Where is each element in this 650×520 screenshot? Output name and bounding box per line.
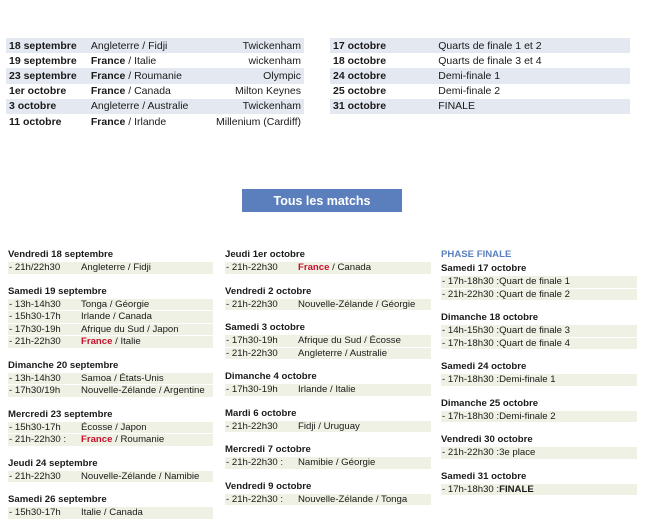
- day-block: [441, 360, 637, 387]
- schedule-column-1: [8, 248, 213, 520]
- day-block: [225, 321, 431, 360]
- day-title: Dimanche 20 septembre: [8, 359, 119, 371]
- team-2: Canada: [134, 85, 171, 98]
- match-row: [8, 434, 213, 447]
- match-teams: [81, 434, 164, 445]
- day-block: [225, 370, 431, 397]
- match-row: [441, 411, 637, 424]
- phase-finale-heading: PHASE FINALE: [441, 249, 512, 260]
- match-teams: [88, 84, 203, 99]
- match-opponent: / Canada: [329, 262, 372, 273]
- match-event: FINALE: [435, 99, 630, 114]
- team-separator: /: [125, 54, 135, 67]
- match-row: [441, 276, 637, 289]
- summary-row: [330, 53, 630, 68]
- summary-row: [330, 38, 630, 53]
- match-row: [225, 494, 431, 507]
- match-teams: [81, 311, 152, 322]
- match-label: Irlande / Italie: [298, 384, 356, 395]
- summary-table-left: [6, 38, 304, 129]
- match-time: - 17h-18h30 :: [442, 374, 500, 385]
- team-separator: /: [125, 69, 135, 82]
- day-title: Mardi 6 octobre: [225, 407, 297, 419]
- day-block: [441, 433, 637, 460]
- match-time: - 17h-18h30 :: [442, 483, 500, 495]
- day-block: [225, 248, 431, 275]
- match-teams: [81, 373, 164, 384]
- match-event: Demi-finale 2: [438, 85, 501, 98]
- match-label: Demi-finale 2: [499, 410, 556, 422]
- match-teams: [298, 421, 360, 432]
- summary-row: [6, 114, 304, 129]
- match-row: [8, 422, 213, 435]
- match-time: - 17h30/19h: [9, 385, 61, 396]
- match-row: [8, 311, 213, 324]
- day-title: Jeudi 24 septembre: [8, 457, 98, 469]
- match-time: - 21h-22h30: [226, 298, 278, 310]
- day-block: [8, 493, 213, 520]
- match-row: [8, 385, 213, 398]
- match-venue: Twickenham: [203, 38, 304, 53]
- match-time: - 21h-22h30 :: [226, 457, 284, 468]
- day-title: Dimanche 4 octobre: [225, 371, 317, 382]
- match-row: [8, 324, 213, 337]
- team-1: Angleterre: [90, 39, 140, 52]
- match-row: [225, 335, 431, 348]
- match-time: - 21h/22h30: [9, 262, 61, 273]
- match-row: [8, 471, 213, 484]
- day-block: [225, 480, 431, 507]
- match-label: Samoa / États-Unis: [81, 372, 164, 384]
- match-time: - 21h-22h30 :: [442, 447, 500, 458]
- day-block: [8, 285, 213, 349]
- match-teams: [298, 262, 371, 273]
- match-row: [441, 374, 637, 387]
- match-label: Angleterre / Fidji: [81, 262, 151, 273]
- match-teams: [499, 325, 570, 336]
- summary-table-right: [330, 38, 630, 114]
- match-teams: [499, 411, 556, 422]
- match-venue: wickenham: [248, 54, 301, 67]
- match-teams: [88, 38, 203, 53]
- match-teams: [81, 299, 149, 310]
- match-row: [441, 338, 637, 351]
- day-title: Samedi 17 octobre: [441, 263, 527, 274]
- day-block: [8, 457, 213, 484]
- team-2: Roumanie: [134, 69, 182, 82]
- match-teams: [81, 324, 179, 335]
- day-title: Mercredi 23 septembre: [8, 408, 113, 420]
- france-label: France: [298, 262, 330, 273]
- match-teams: [88, 68, 203, 83]
- match-date: 3 octobre: [6, 99, 88, 114]
- match-label: Nouvelle-Zélande / Argentine: [81, 385, 205, 396]
- match-venue: Olympic: [203, 68, 304, 83]
- summary-row: [6, 38, 304, 53]
- match-date: 17 octobre: [330, 38, 435, 53]
- match-row: [8, 373, 213, 386]
- day-block: [8, 359, 213, 398]
- match-teams: [81, 471, 199, 482]
- match-label: Demi-finale 1: [499, 374, 556, 385]
- match-row: [225, 421, 431, 434]
- team-separator: /: [125, 85, 135, 98]
- match-time: - 21h-22h30 :: [226, 493, 284, 505]
- day-title: Vendredi 18 septembre: [8, 249, 114, 260]
- summary-row: [6, 68, 304, 83]
- team-separator: /: [125, 115, 135, 128]
- match-label: Fidji / Uruguay: [298, 420, 360, 432]
- match-time: - 21h-22h30: [9, 336, 61, 347]
- match-label: Nouvelle-Zélande / Géorgie: [298, 298, 416, 310]
- match-label: FINALE: [499, 483, 534, 495]
- match-label: Nouvelle-Zélande / Namibie: [81, 470, 200, 482]
- match-teams: [88, 53, 203, 68]
- match-row: [441, 325, 637, 338]
- summary-row: [6, 84, 304, 99]
- day-title: Dimanche 18 octobre: [441, 312, 539, 323]
- match-teams: [298, 299, 415, 310]
- match-opponent: / Italie: [112, 336, 141, 347]
- schedule-column-finals: [441, 248, 637, 506]
- match-event: Quarts de finale 3 et 4: [438, 54, 542, 67]
- day-block: [8, 248, 213, 275]
- match-label: Afrique du Sud / Japon: [81, 323, 179, 335]
- match-event: Demi-finale 1: [435, 68, 630, 83]
- day-title: Samedi 26 septembre: [8, 494, 107, 505]
- match-teams: [298, 494, 407, 505]
- team-2: Australie: [147, 100, 189, 113]
- summary-row: [6, 53, 304, 68]
- day-block: [441, 397, 637, 424]
- match-date: 18 octobre: [333, 54, 387, 67]
- match-time: - 17h30-19h: [9, 323, 61, 335]
- day-title: Vendredi 9 octobre: [225, 480, 312, 492]
- match-venue: Milton Keynes: [235, 85, 301, 98]
- match-time: - 15h30-17h: [9, 507, 61, 518]
- team-1: France: [90, 115, 126, 128]
- day-block: [441, 470, 637, 497]
- match-time: - 15h30-17h: [9, 421, 61, 433]
- match-label: Tonga / Géorgie: [81, 298, 150, 310]
- team-1: France: [90, 54, 126, 67]
- day-block: [225, 285, 431, 312]
- match-row: [441, 289, 637, 302]
- team-2: Italie: [134, 54, 157, 67]
- match-date: 31 octobre: [330, 99, 435, 114]
- match-label: Angleterre / Australie: [298, 347, 388, 359]
- day-block: [441, 262, 637, 301]
- match-date: 1er octobre: [9, 85, 67, 98]
- match-teams: [81, 262, 151, 273]
- summary-row: [330, 68, 630, 83]
- day-title: Jeudi 1er octobre: [225, 249, 305, 260]
- match-venue: Millenium (Cardiff): [216, 115, 301, 128]
- match-teams: [499, 447, 535, 458]
- match-time: - 21h-22h30: [226, 420, 278, 432]
- match-time: - 17h30-19h: [226, 335, 278, 346]
- match-row: [8, 336, 213, 349]
- match-teams: [81, 385, 205, 396]
- day-title: Samedi 31 octobre: [441, 470, 527, 482]
- match-label: Quart de finale 4: [499, 337, 571, 349]
- match-teams: [499, 276, 570, 287]
- team-1: Angleterre: [90, 100, 140, 113]
- match-teams: [88, 114, 203, 129]
- day-title: Mercredi 7 octobre: [225, 444, 311, 455]
- match-date: 23 septembre: [6, 68, 88, 83]
- schedule-column-2: [225, 248, 431, 516]
- match-date: 19 septembre: [9, 54, 77, 67]
- match-label: Nouvelle-Zélande / Tonga: [298, 493, 408, 505]
- match-label: Quart de finale 1: [499, 276, 571, 287]
- match-label: Écosse / Japon: [81, 421, 147, 433]
- match-row: [225, 262, 431, 275]
- match-teams: [298, 335, 401, 346]
- match-teams: [499, 289, 570, 300]
- match-label: Quart de finale 2: [499, 288, 571, 300]
- match-time: - 17h-18h30 :: [442, 410, 500, 422]
- summary-row: [6, 99, 304, 114]
- day-block: [225, 443, 431, 470]
- day-title: Samedi 24 octobre: [441, 361, 527, 372]
- match-opponent: / Roumanie: [112, 434, 165, 445]
- match-row: [225, 299, 431, 312]
- match-time: - 13h-14h30: [9, 298, 61, 310]
- match-teams: [298, 348, 387, 359]
- match-time: - 17h-18h30 :: [442, 276, 500, 287]
- day-block: [8, 408, 213, 447]
- match-row: [8, 507, 213, 520]
- day-title: Vendredi 30 octobre: [441, 434, 533, 445]
- match-teams: [499, 374, 556, 385]
- match-time: - 21h-22h30 :: [442, 288, 500, 300]
- match-time: - 17h30-19h: [226, 384, 278, 395]
- match-time: - 21h-22h30: [226, 347, 278, 359]
- match-time: - 21h-22h30: [9, 470, 61, 482]
- day-title: Samedi 3 octobre: [225, 322, 305, 333]
- match-teams: [81, 336, 141, 347]
- match-time: - 21h-22h30: [226, 262, 278, 273]
- day-title: Dimanche 25 octobre: [441, 397, 539, 409]
- match-teams: [81, 422, 147, 433]
- match-teams: [88, 99, 203, 114]
- match-row: [8, 299, 213, 312]
- match-teams: [298, 457, 375, 468]
- match-row: [225, 457, 431, 470]
- day-title: Samedi 19 septembre: [8, 285, 107, 297]
- team-2: Fidji: [148, 39, 168, 52]
- match-time: - 15h30-17h: [9, 311, 61, 322]
- summary-row: [330, 99, 630, 114]
- team-2: Irlande: [134, 115, 167, 128]
- team-separator: /: [139, 39, 149, 52]
- team-1: France: [90, 69, 126, 82]
- match-teams: [81, 507, 143, 518]
- day-block: [225, 407, 431, 434]
- match-label: Italie / Canada: [81, 507, 143, 518]
- match-time: - 17h-18h30 :: [442, 337, 500, 349]
- match-time: - 21h-22h30 :: [9, 434, 67, 445]
- match-teams: [499, 338, 570, 349]
- team-separator: /: [139, 100, 148, 113]
- match-row: [225, 384, 431, 397]
- match-row: [441, 447, 637, 460]
- team-1: France: [90, 85, 126, 98]
- day-block: [441, 311, 637, 350]
- match-venue: Twickenham: [203, 99, 304, 114]
- france-label: France: [81, 434, 113, 445]
- match-event: Quarts de finale 1 et 2: [435, 38, 630, 53]
- match-row: [8, 262, 213, 275]
- match-label: Namibie / Géorgie: [298, 457, 376, 468]
- match-label: Quart de finale 3: [499, 325, 571, 336]
- day-title: Vendredi 2 octobre: [225, 285, 312, 297]
- match-time: - 14h-15h30 :: [442, 325, 500, 336]
- match-date: 11 octobre: [9, 115, 62, 128]
- match-label: 3e place: [499, 447, 536, 458]
- france-label: France: [81, 336, 113, 347]
- summary-row: [330, 84, 630, 99]
- match-date: 18 septembre: [6, 38, 88, 53]
- match-row: [441, 484, 637, 497]
- match-teams: [499, 484, 534, 495]
- match-date: 24 octobre: [330, 68, 435, 83]
- match-row: [225, 348, 431, 361]
- all-matches-banner: Tous les matchs: [242, 189, 402, 212]
- match-label: Irlande / Canada: [81, 311, 152, 322]
- match-date: 25 octobre: [333, 85, 387, 98]
- match-teams: [298, 384, 356, 395]
- match-label: Afrique du Sud / Écosse: [298, 335, 401, 346]
- match-time: - 13h-14h30: [9, 372, 61, 384]
